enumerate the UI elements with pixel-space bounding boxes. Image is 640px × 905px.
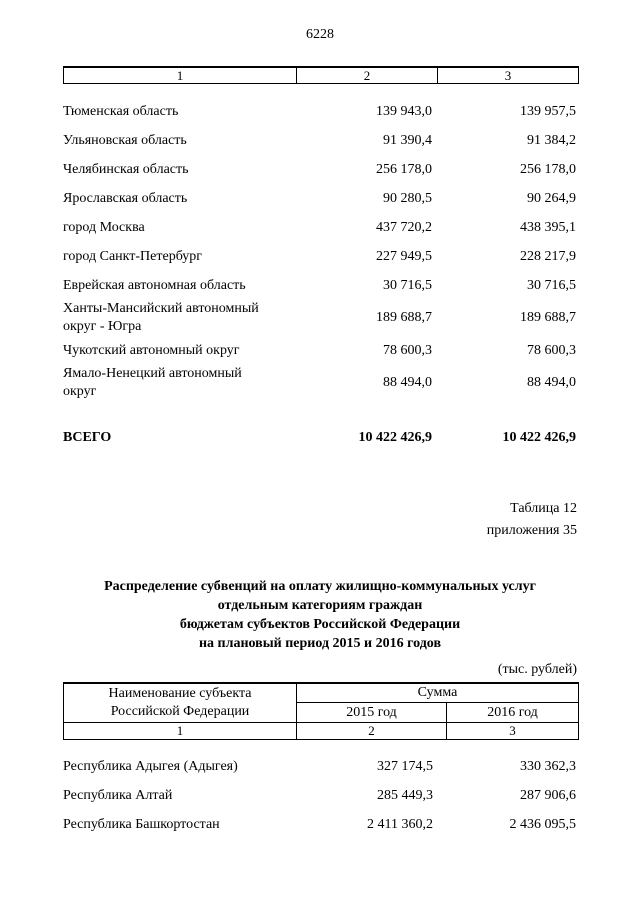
- table-row: [63, 155, 579, 184]
- value-2015: 2 411 360,2: [367, 816, 433, 832]
- value-2016: 189 688,7: [520, 310, 576, 325]
- value-2015: 437 720,2: [376, 219, 432, 235]
- table-row: [63, 781, 579, 810]
- table1-col-index-1: 1: [176, 68, 184, 83]
- value-2015: 189 688,7: [376, 310, 432, 325]
- table1-continuation: [63, 66, 579, 452]
- table2-sum-header: Сумма: [296, 684, 578, 703]
- region-name: Тюменская область: [63, 103, 179, 119]
- table2: [63, 682, 579, 839]
- document-title: [0, 577, 640, 653]
- table-row: [63, 810, 579, 839]
- region-name: Ульяновская область: [63, 132, 187, 148]
- table1-col-index-3: 3: [437, 68, 578, 83]
- region-name: Еврейская автономная область: [63, 277, 246, 293]
- table-row: [63, 336, 579, 365]
- region-name: Ярославская область: [63, 190, 188, 206]
- value-2015: 78 600,3: [383, 342, 432, 358]
- table1-col-index-2: 2: [296, 68, 437, 83]
- value-2016: 256 178,0: [520, 161, 576, 177]
- region-name: Чукотский автономный округ: [63, 342, 240, 358]
- table-row: [63, 300, 579, 336]
- region-name: Республика Алтай: [63, 787, 173, 803]
- total-value-2015: 10 422 426,9: [358, 429, 432, 445]
- table-caption-block: [0, 498, 577, 542]
- value-2016: 30 716,5: [527, 277, 576, 293]
- table2-col-index-1: 1: [64, 722, 296, 739]
- table-row: [63, 271, 579, 300]
- annex-ref: приложения 35: [486, 523, 577, 538]
- units-label: (тыс. рублей): [497, 662, 577, 677]
- table-row: [63, 213, 579, 242]
- table-ref: Таблица 12: [510, 501, 577, 516]
- value-2016: 78 600,3: [527, 342, 576, 358]
- title-line-1: Распределение субвенций на оплату жилищно-коммунальных услуг: [104, 579, 536, 594]
- total-value-2016: 10 422 426,9: [502, 429, 576, 445]
- value-2015: 139 943,0: [376, 103, 432, 119]
- total-row: [63, 423, 579, 452]
- region-name: Ямало-Ненецкий автономный округ: [63, 366, 242, 399]
- value-2015: 30 716,5: [383, 277, 432, 293]
- value-2016: 228 217,9: [520, 248, 576, 264]
- region-name: Республика Башкортостан: [63, 816, 220, 832]
- table2-year-2015-header: 2015 год: [296, 703, 446, 722]
- value-2016: 438 395,1: [520, 219, 576, 235]
- value-2015: 256 178,0: [376, 161, 432, 177]
- title-line-2: отдельным категориям граждан: [217, 598, 423, 613]
- table1-body: [63, 97, 579, 452]
- value-2015: 327 174,5: [377, 758, 433, 774]
- table-row: [63, 752, 579, 781]
- region-name: Челябинская область: [63, 161, 189, 177]
- table-row: [63, 126, 579, 155]
- total-label: ВСЕГО: [63, 429, 112, 445]
- region-name: город Санкт-Петербург: [63, 248, 203, 264]
- table-row: [63, 365, 579, 401]
- value-2016: 90 264,9: [527, 190, 576, 206]
- title-line-3: бюджетам субъектов Российской Федерации: [179, 617, 461, 632]
- table2-year-2016-header: 2016 год: [446, 703, 578, 722]
- title-line-4: на плановый период 2015 и 2016 годов: [198, 636, 442, 651]
- value-2015: 285 449,3: [377, 787, 433, 803]
- value-2015: 91 390,4: [383, 132, 432, 148]
- value-2016: 88 494,0: [527, 375, 576, 390]
- region-name: город Москва: [63, 219, 145, 235]
- subject-header-line-1: Наименование субъекта: [108, 686, 252, 701]
- table-row: [63, 242, 579, 271]
- value-2016: 2 436 095,5: [509, 816, 576, 832]
- table2-col-index-3: 3: [446, 722, 578, 739]
- table1-column-index-row: [63, 66, 579, 84]
- value-2016: 91 384,2: [527, 132, 576, 148]
- table2-subject-header: [64, 684, 296, 722]
- table-row: [63, 184, 579, 213]
- value-2016: 139 957,5: [520, 103, 576, 119]
- value-2015: 227 949,5: [376, 248, 432, 264]
- value-2015: 90 280,5: [383, 190, 432, 206]
- table-row: [63, 97, 579, 126]
- table2-col-index-2: 2: [296, 722, 446, 739]
- page-number: 6228: [306, 27, 334, 42]
- value-2016: 330 362,3: [520, 758, 576, 774]
- subject-header-line-2: Российской Федерации: [110, 704, 250, 719]
- value-2015: 88 494,0: [383, 375, 432, 390]
- table2-body: [63, 752, 579, 839]
- value-2016: 287 906,6: [520, 787, 576, 803]
- table2-header: [63, 682, 579, 740]
- region-name: Ханты-Мансийский автономный округ - Югра: [63, 301, 259, 334]
- region-name: Республика Адыгея (Адыгея): [63, 758, 238, 774]
